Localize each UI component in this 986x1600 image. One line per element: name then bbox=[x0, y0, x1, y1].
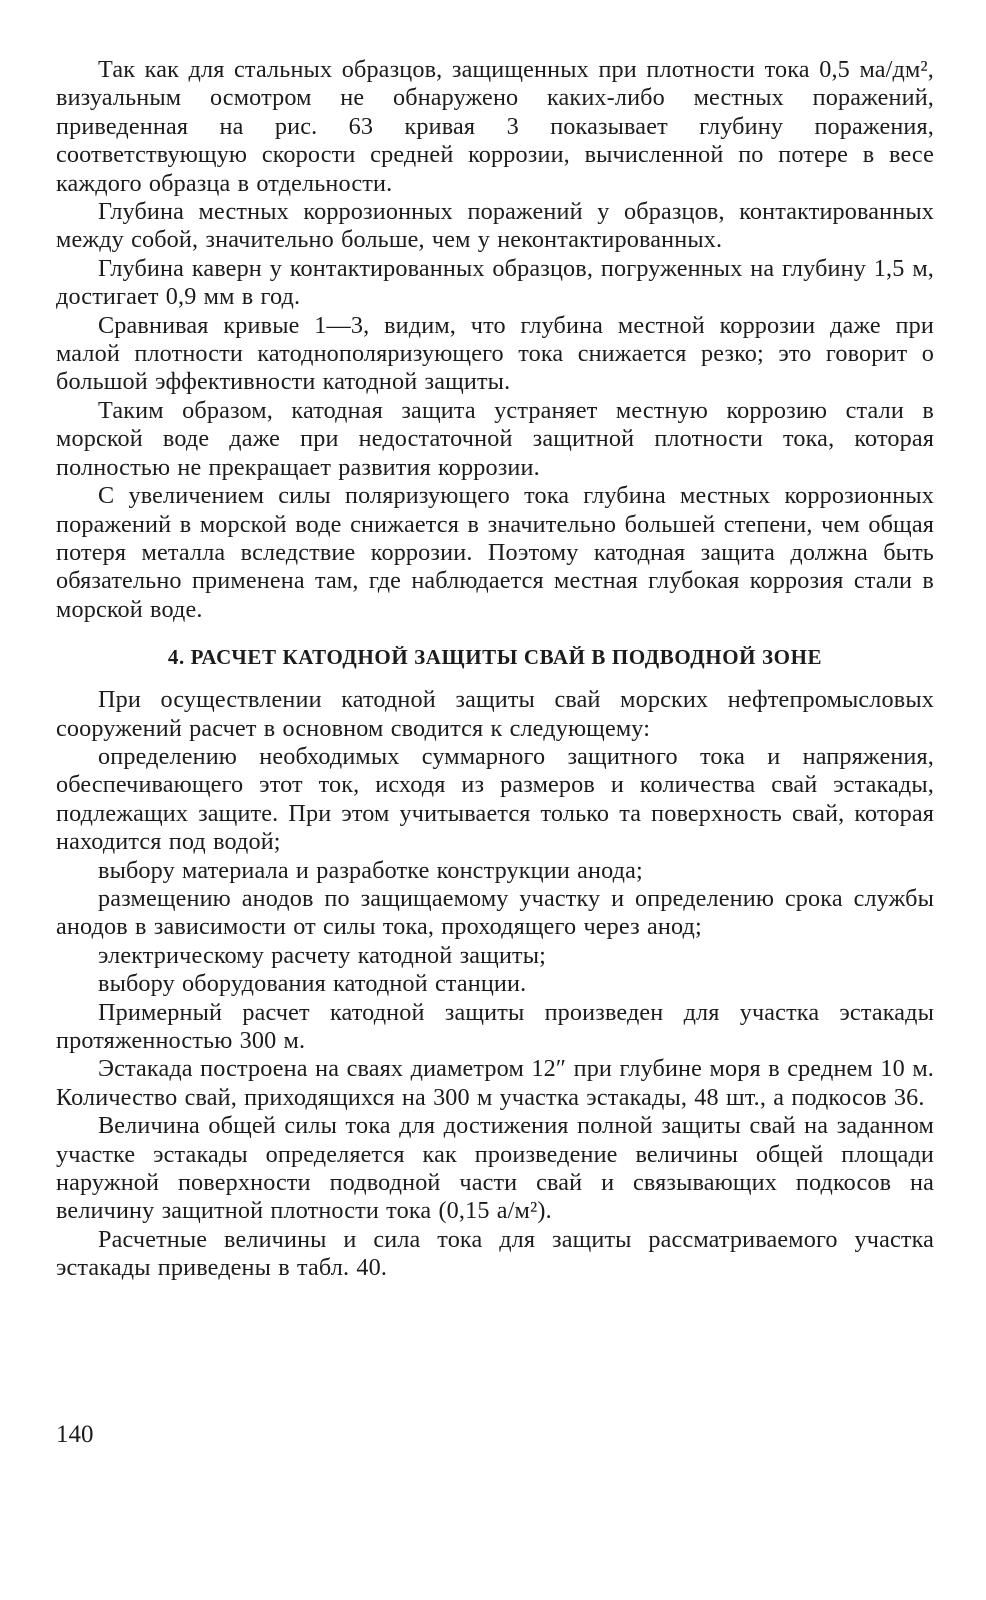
paragraph-current-increase: С увеличением силы поляризующего тока глубина местных коррозионных поражений в морской воде снижается в значительно большей степени, чем общая потеря металла вследствие коррозии. Поэтому катодная защита должна быть обязательно применена там, где наблюдается местная глубокая коррозия стали в морской воде. bbox=[56, 482, 934, 623]
list-item-station-equipment: выбору оборудования катодной станции. bbox=[98, 970, 527, 998]
paragraph-contacted-samples: Глубина местных коррозионных поражений у образцов, контактированных между собой, значительно больше, чем у неконтактированных. bbox=[56, 198, 934, 254]
paragraph-cavern-depth: Глубина каверн у контактированных образцов, погруженных на глубину 1,5 м, достигает 0,9 мм в год. bbox=[56, 254, 934, 311]
paragraph-trestle-description: Эстакада построена на сваях диаметром 12″ при глубине моря в среднем 10 м. Количество свай, приходящихся на 300 м участка эстакады, 48 шт., а подкосов 36. bbox=[56, 1055, 934, 1111]
section-heading: 4. РАСЧЕТ КАТОДНОЙ ЗАЩИТЫ СВАЙ В ПОДВОДНОЙ ЗОНЕ bbox=[167, 645, 823, 670]
list-item-anode-placement: размещению анодов по защищаемому участку и определению срока службы анодов в зависимости от силы тока, проходящего через анод; bbox=[56, 884, 934, 941]
list-item-anode-material: выбору материала и разработке конструкции анода; bbox=[98, 856, 643, 884]
paragraph-calculation-intro: При осуществлении катодной защиты свай морских нефтепромысловых сооружений расчет в основном сводится к следующему: bbox=[56, 686, 934, 742]
paragraph-example-calculation: Примерный расчет катодной защиты произведен для участка эстакады протяженностью 300 м. bbox=[56, 998, 934, 1054]
paragraph-curve-comparison: Сравнивая кривые 1—3, видим, что глубина местной коррозии даже при малой плотности катоднополяризующего тока снижается резко; это говорит о большой эффективности катодной защиты. bbox=[56, 311, 934, 396]
list-item-current-and-voltage: определению необходимых суммарного защитного тока и напряжения, обеспечивающего этот ток, исходя из размеров и количества свай эстакады, подлежащих защите. При этом учитывается только та поверхность свай, которая находится под водой; bbox=[56, 742, 934, 856]
paragraph-cathodic-protection-effect: Таким образом, катодная защита устраняет местную коррозию стали в морской воде даже при недостаточной защитной плотности тока, которая полностью не прекращает развития коррозии. bbox=[56, 396, 934, 481]
paragraph-corrosion-depth: Так как для стальных образцов, защищенных при плотности тока 0,5 ма/дм², визуальным осмотром не обнаружено каких-либо местных поражений, приведенная на рис. 63 кривая 3 показывает глубину поражения, соответствующую скорости средней коррозии, вычисленной по потере в весе каждого образца в отдельности. bbox=[56, 56, 934, 197]
paragraph-table-reference: Расчетные величины и сила тока для защиты рассматриваемого участка эстакады приведены в табл. 40. bbox=[56, 1225, 934, 1282]
page-number: 140 bbox=[56, 1421, 94, 1448]
paragraph-total-current: Величина общей силы тока для достижения полной защиты свай на заданном участке эстакады определяется как произведение величины общей площади наружной поверхности подводной части свай и связывающих подкосов на величину защитной плотности тока (0,15 а/м²). bbox=[56, 1112, 934, 1225]
list-item-electrical-calculation: электрическому расчету катодной защиты; bbox=[98, 941, 547, 969]
text-column bbox=[56, 56, 934, 1283]
